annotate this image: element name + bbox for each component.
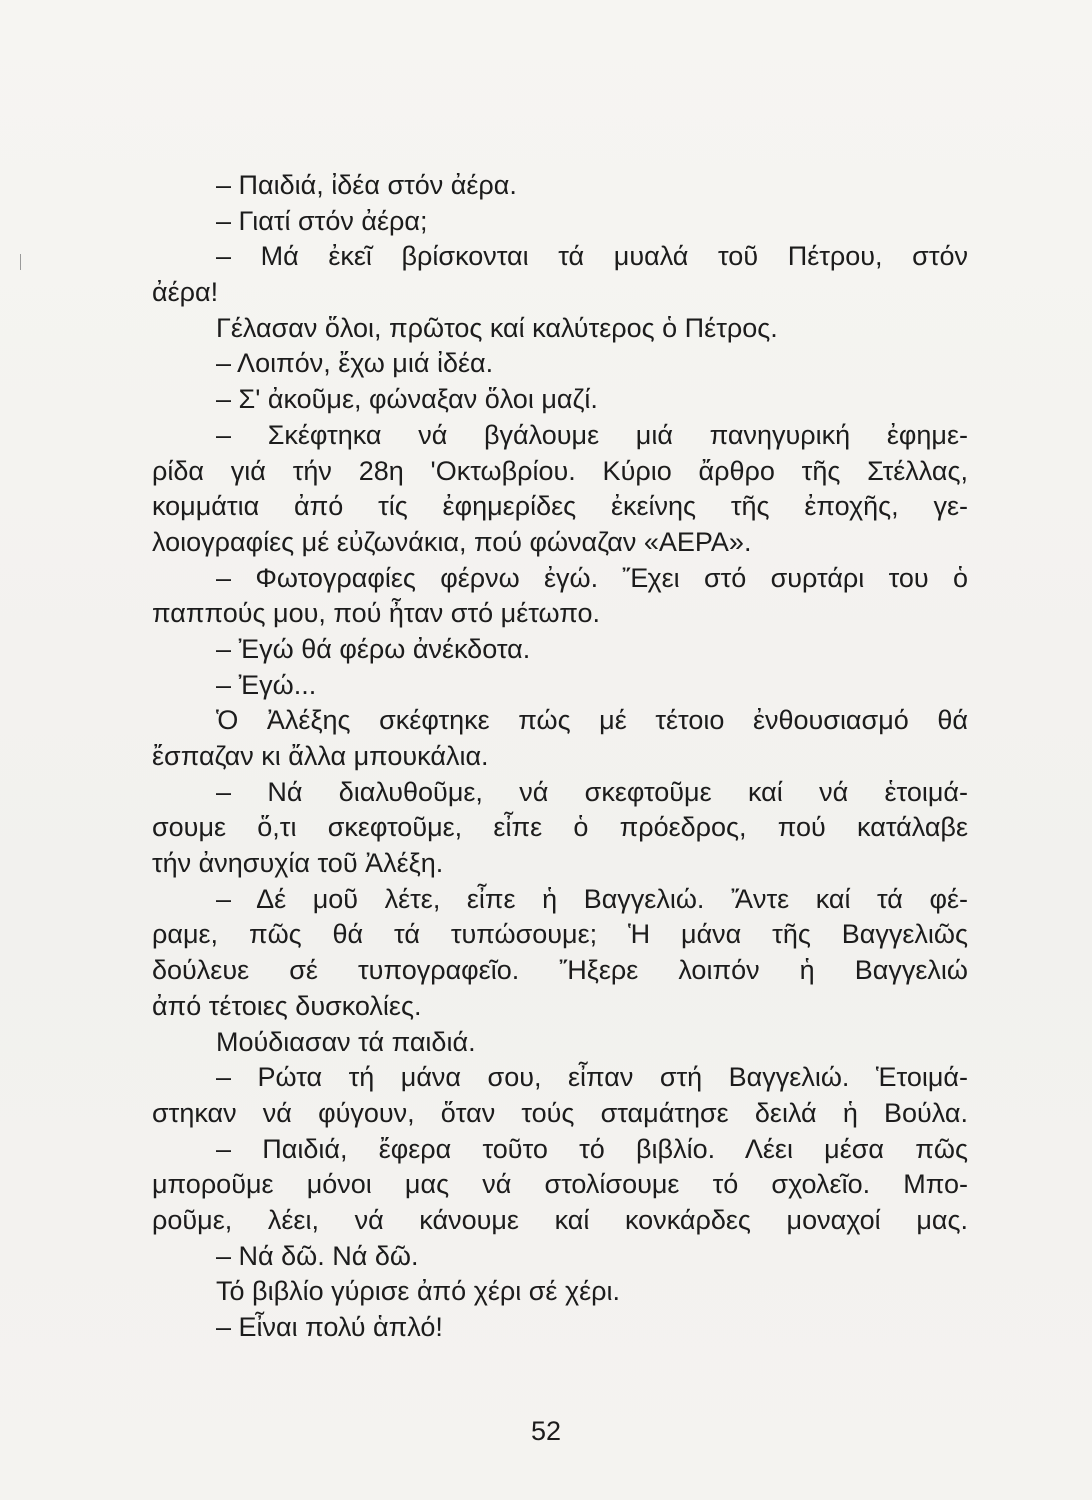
body-text (152, 168, 968, 1346)
text-line: ροῦμε, λέει, νά κάνουμε καί κονκάρδες μοναχοί μας. (152, 1204, 968, 1235)
text-line: – Ἐγώ θά φέρω ἀνέκδοτα. (216, 633, 531, 664)
text-line: – Μά ἐκεῖ βρίσκονται τά μυαλά τοῦ Πέτρου, στόν (216, 241, 968, 272)
text-line: – Παιδιά, ἔφερα τοῦτο τό βιβλίο. Λέει μέσα πῶς (216, 1133, 968, 1164)
text-line: Τό βιβλίο γύρισε ἀπό χέρι σέ χέρι. (216, 1276, 621, 1307)
text-line: – Νά δῶ. Νά δῶ. (216, 1240, 419, 1271)
text-line: μποροῦμε μόνοι μας νά στολίσουμε τό σχολεῖο. Μπο- (152, 1169, 968, 1200)
text-line: λοιογραφίες μέ εὐζωνάκια, πού φώναζαν «ΑΕΡΑ». (152, 526, 752, 557)
text-line: Ὁ Ἀλέξης σκέφτηκε πώς μέ τέτοιο ἐνθουσιασμό θά (216, 705, 968, 736)
text-line: – Ρώτα τή μάνα σου, εἶπαν στή Βαγγελιώ. Ἑτοιμά- (216, 1062, 968, 1093)
text-line: ἔσπαζαν κι ἄλλα μπουκάλια. (152, 741, 489, 771)
text-line: σουμε ὅ,τι σκεφτοῦμε, εἶπε ὁ πρόεδρος, πού κατάλαβε (152, 812, 968, 843)
text-line: δούλευε σέ τυπογραφεῖο. Ἤξερε λοιπόν ἡ Βαγγελιώ (152, 955, 968, 986)
text-line: ραμε, πῶς θά τά τυπώσουμε; Ἡ μάνα τῆς Βαγγελιῶς (152, 919, 968, 950)
text-line: Μούδιασαν τά παιδιά. (216, 1026, 476, 1057)
text-line: – Φωτογραφίες φέρνω ἐγώ. Ἔχει στό συρτάρι του ὁ (216, 562, 968, 593)
text-line: – Εἶναι πολύ ἁπλό! (216, 1312, 443, 1342)
text-line: τήν ἀνησυχία τοῦ Ἀλέξη. (152, 848, 444, 879)
text-line: Γέλασαν ὅλοι, πρῶτος καί καλύτερος ὁ Πέτρος. (216, 312, 778, 343)
text-line: στηκαν νά φύγουν, ὅταν τούς σταμάτησε δειλά ἡ Βούλα. (152, 1097, 968, 1128)
margin-mark (20, 254, 21, 270)
text-line: – Λοιπόν, ἔχω μιά ἰδέα. (216, 348, 494, 379)
text-line: ρίδα γιά τήν 28η 'Οκτωβρίου. Κύριο ἄρθρο τῆς Στέλλας, (152, 455, 968, 486)
text-line: παππούς μου, πού ἦταν στό μέτωπο. (152, 598, 600, 629)
text-line: ἀέρα! (152, 277, 219, 308)
page-number: 52 (530, 1416, 562, 1446)
text-line: – Παιδιά, ἰδέα στόν ἀέρα. (216, 170, 517, 200)
text-line: ἀπό τέτοιες δυσκολίες. (152, 990, 422, 1021)
text-line: – Ἐγώ... (216, 669, 317, 700)
text-line: – Σκέφτηκα νά βγάλουμε μιά πανηγυρική ἐφημε- (216, 419, 968, 450)
text-line: – Σ' ἀκοῦμε, φώναξαν ὅλοι μαζί. (216, 384, 598, 415)
text-line: – Νά διαλυθοῦμε, νά σκεφτοῦμε καί νά ἑτοιμά- (216, 776, 968, 807)
text-line: – Δέ μοῦ λέτε, εἶπε ἡ Βαγγελιώ. Ἄντε καί τά φέ- (216, 883, 968, 914)
text-line: κομμάτια ἀπό τίς ἐφημερίδες ἐκείνης τῆς ἐποχῆς, γε- (152, 491, 968, 522)
text-line: – Γιατί στόν ἀέρα; (216, 205, 428, 236)
